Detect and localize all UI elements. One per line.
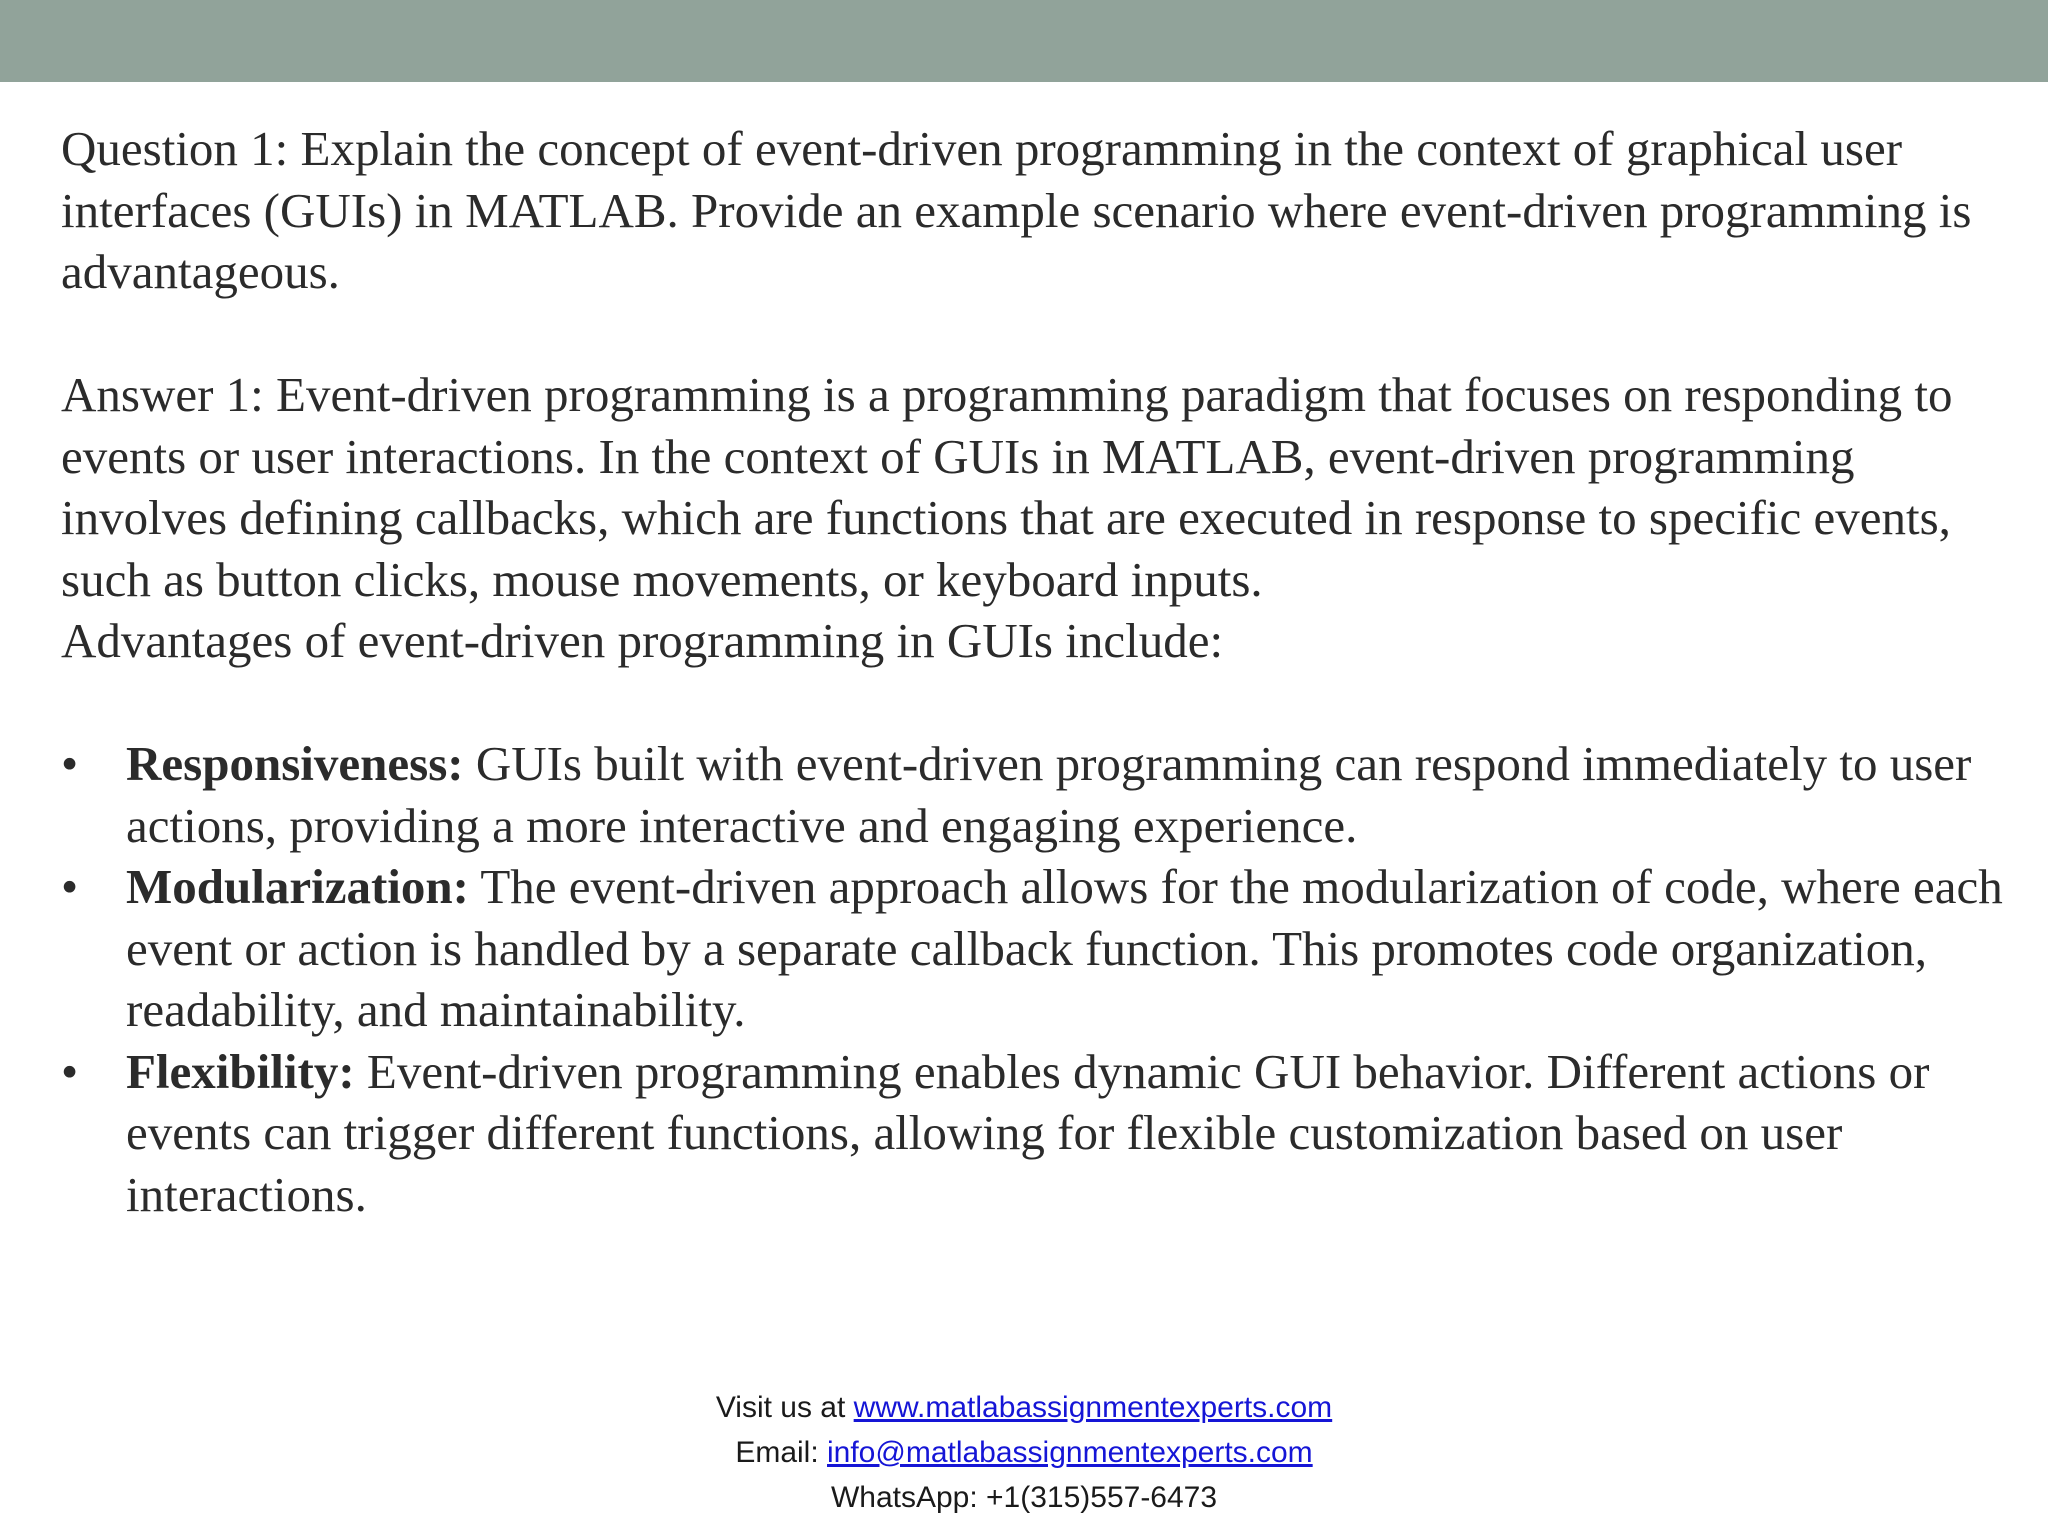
website-line: [0, 1385, 2048, 1430]
spacer: [61, 672, 2021, 734]
advantage-title: Modularization:: [126, 859, 469, 914]
bullet-icon: •: [61, 736, 79, 791]
email-label: Email:: [735, 1436, 827, 1469]
email-link[interactable]: info@matlabassignmentexperts.com: [827, 1436, 1313, 1469]
bullet-icon: •: [61, 1043, 79, 1099]
website-link[interactable]: www.matlabassignmentexperts.com: [853, 1391, 1333, 1424]
header-band: [0, 0, 2048, 82]
advantage-text: Event-driven programming enables dynamic GUI behavior. Different actions or events can trigger different functions, allowing for flexible customization based on user interactions.: [126, 1043, 1930, 1222]
answer-text: Answer 1: Event-driven programming is a programming paradigm that focuses on responding to events or user interactions. In the context of GUIs in MATLAB, event-driven programming involves defining callbacks, which are functions that are executed in response to specific events, such as button clicks, mouse movements, or keyboard inputs.: [61, 367, 1953, 607]
bullet-icon: •: [61, 859, 79, 914]
whatsapp-line: WhatsApp: +1(315)557-6473: [830, 1481, 1218, 1514]
question-text: Question 1: Explain the concept of event-driven programming in the context of graphical user interfaces (GUIs) in MATLAB. Provide an example scenario where event-driven programming is advantageous.: [61, 121, 1972, 299]
advantage-title: Flexibility:: [126, 1043, 355, 1099]
advantage-text: The event-driven approach allows for the modularization of code, where each event or action is handled by a separate callback function. This promotes code organization, readability, and maintainability.: [126, 859, 2003, 1037]
list-item: [61, 1041, 2021, 1226]
list-item: [61, 856, 2021, 1041]
email-line: [0, 1430, 2048, 1475]
advantages-list: [61, 733, 2021, 1225]
advantage-title: Responsiveness:: [126, 736, 464, 791]
visit-label: Visit us at: [715, 1391, 854, 1424]
slide-body: [61, 118, 2021, 1225]
advantage-text: GUIs built with event-driven programming can respond immediately to user actions, providing a more interactive and engaging experience.: [126, 736, 1972, 853]
list-item: [61, 733, 2021, 856]
contact-footer: [0, 1385, 2048, 1520]
advantages-intro: Advantages of event-driven programming in GUIs include:: [61, 613, 1224, 668]
spacer: [61, 303, 2021, 365]
